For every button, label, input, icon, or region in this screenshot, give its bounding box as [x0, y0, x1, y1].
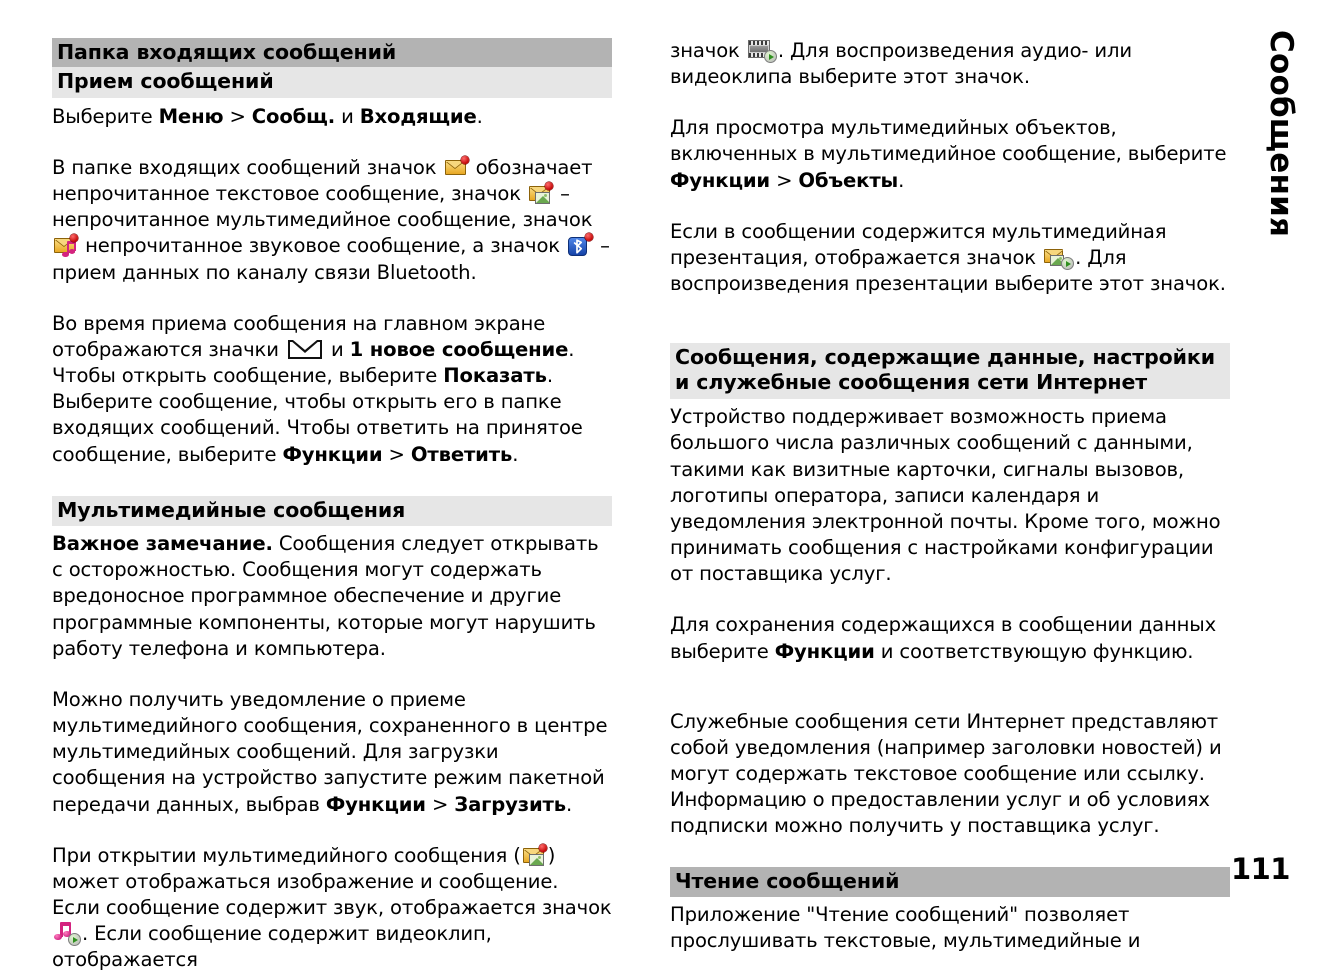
paragraph-saving-data — [670, 612, 1230, 664]
ui-term-functions: Функции — [774, 639, 875, 663]
text-run: значок — [670, 39, 746, 62]
paragraph-video-clip-icon — [670, 38, 1230, 90]
ui-term-objects: Объекты — [798, 168, 899, 192]
subsection-header-multimedia-messages: Мультимедийные сообщения — [52, 496, 612, 526]
text-run: Во время приема сообщения на главном экране отображаются значки — [52, 311, 546, 361]
text-run: . Выберите сообщение, чтобы открыть его в папке входящих сообщений. Чтобы ответить на принятое сообщение, выберите — [52, 364, 583, 466]
text-run: . Для воспроизведения аудио- или видеоклипа выберите этот значок. — [670, 39, 1132, 89]
paragraph-internet-service-messages: Служебные сообщения сети Интернет представляют собой уведомления (например заголовки новостей) и могут содержать текстовое сообщение или ссылку. Информацию о предоставлении услуг и об условиях подписки можно получить у поставщика услуг. — [670, 709, 1222, 838]
text-run: Для просмотра мультимедийных объектов, включенных в мультимедийное сообщение, выберите — [670, 116, 1227, 166]
paragraph-select-menu — [52, 104, 612, 130]
ui-term-functions: Функции — [282, 442, 383, 466]
multimedia-presentation-play-icon — [1044, 246, 1073, 269]
text-run: непрочитанное звуковое сообщение, а значок — [79, 234, 567, 258]
text-run: Если в сообщении содержится мультимедийная презентация, отображается значок — [670, 219, 1167, 269]
multimedia-message-icon — [522, 844, 547, 866]
unread-text-message-envelope-icon — [444, 156, 469, 178]
text-run: Можно получить уведомление о приеме мультимедийного сообщения, сохраненного в центре мультимедийных сообщений. Для загрузки сообщения на устройство запустите режим пакетной передачи данных, выбрав — [52, 687, 608, 816]
text-run: и — [324, 337, 350, 361]
paragraph-inbox-icons — [52, 155, 612, 286]
text-run: > — [425, 792, 455, 816]
important-note-label: Важное замечание. — [52, 532, 273, 556]
text-run: Для сохранения содержащихся в сообщении данных выберите — [670, 613, 1217, 663]
ui-term-functions: Функции — [325, 792, 426, 816]
chapter-side-tab — [1258, 30, 1304, 330]
ui-term-inbox: Входящие — [359, 104, 477, 128]
unread-multimedia-message-icon — [528, 182, 553, 204]
text-run: > — [223, 104, 252, 128]
ui-term-messages: Сообщ. — [251, 104, 335, 128]
section-header-inbox-folder: Папка входящих сообщений — [52, 38, 612, 67]
paragraph-supported-data-messages: Устройство поддерживает возможность приема большого числа различных сообщений с данными, такими как визитные карточки, сигналы вызовов, логотипы оператора, записи календаря и уведомления электронной почты. Кроме того, можно принимать сообщения с настройками конфигурации от поставщика услуг. — [670, 405, 1221, 586]
text-run: и — [334, 104, 360, 128]
section-header-data-settings-messages: Сообщения, содержащие данные, настройки и служебные сообщения сети Интернет — [670, 343, 1230, 399]
paragraph-presentation-icon — [670, 219, 1230, 297]
text-run: и соответствующую функцию. — [874, 639, 1194, 663]
paragraph-message-reader-intro: Приложение "Чтение сообщений" позволяет прослушивать текстовые, мультимедийные и — [670, 902, 1141, 952]
audio-clip-play-icon — [54, 922, 80, 945]
paragraph-home-screen-notification — [52, 311, 612, 468]
text-run: – прием данных по каналу связи Bluetooth. — [52, 234, 610, 284]
paragraph-opening-multimedia-message — [52, 843, 612, 973]
bluetooth-receiving-icon — [567, 233, 593, 257]
text-run: – непрочитанное мультимедийное сообщение, значок — [52, 182, 593, 232]
text-run: . Для воспроизведения презентации выберите этот значок. — [670, 245, 1226, 296]
video-clip-play-icon — [748, 39, 776, 62]
new-message-outline-envelope-icon — [288, 338, 322, 360]
text-run: Выберите — [52, 104, 159, 128]
text-run: . — [565, 792, 573, 816]
paragraph-multimedia-notification — [52, 687, 612, 818]
important-note-text: Сообщения следует открывать с осторожностью. Сообщения могут содержать вредоносное программное обеспечение и другие программные компоненты, которые могут нарушить работу телефона и компьютера. — [52, 532, 599, 660]
text-run: обозначает непрочитанное текстовое сообщение, значок — [52, 155, 593, 206]
text-run: . — [512, 442, 519, 466]
left-column — [52, 38, 612, 973]
section-header-message-reader: Чтение сообщений — [670, 867, 1230, 896]
text-run: В папке входящих сообщений значок — [52, 155, 443, 179]
text-run: ) может отображаться изображение и сообщение. Если сообщение содержит звук, отображается значок — [52, 843, 612, 919]
ui-term-menu: Меню — [158, 104, 224, 128]
text-run: . Чтобы открыть сообщение, выберите — [52, 337, 575, 388]
text-run: > — [382, 442, 411, 466]
chapter-side-tab-label: Сообщения — [1263, 30, 1299, 238]
ui-term-show: Показать — [443, 364, 547, 388]
text-run: . — [898, 168, 905, 192]
text-run: При открытии мультимедийного сообщения ( — [52, 843, 521, 867]
two-column-layout — [52, 38, 1227, 972]
ui-term-reply: Ответить — [410, 442, 513, 466]
ui-term-functions: Функции — [670, 168, 770, 192]
status-text-one-new-message: 1 новое сообщение — [349, 337, 569, 361]
page-number: 111 — [1230, 852, 1290, 886]
unread-audio-message-icon — [53, 234, 78, 256]
right-column — [670, 38, 1230, 954]
paragraph-view-objects — [670, 115, 1230, 193]
text-run: > — [769, 168, 799, 192]
ui-term-download: Загрузить — [454, 792, 566, 816]
text-run: . Если сообщение содержит видеоклип, отображается — [52, 922, 492, 972]
paragraph-important-note — [52, 531, 612, 662]
text-run: . — [476, 104, 483, 128]
subsection-header-receiving-messages: Прием сообщений — [52, 67, 612, 97]
